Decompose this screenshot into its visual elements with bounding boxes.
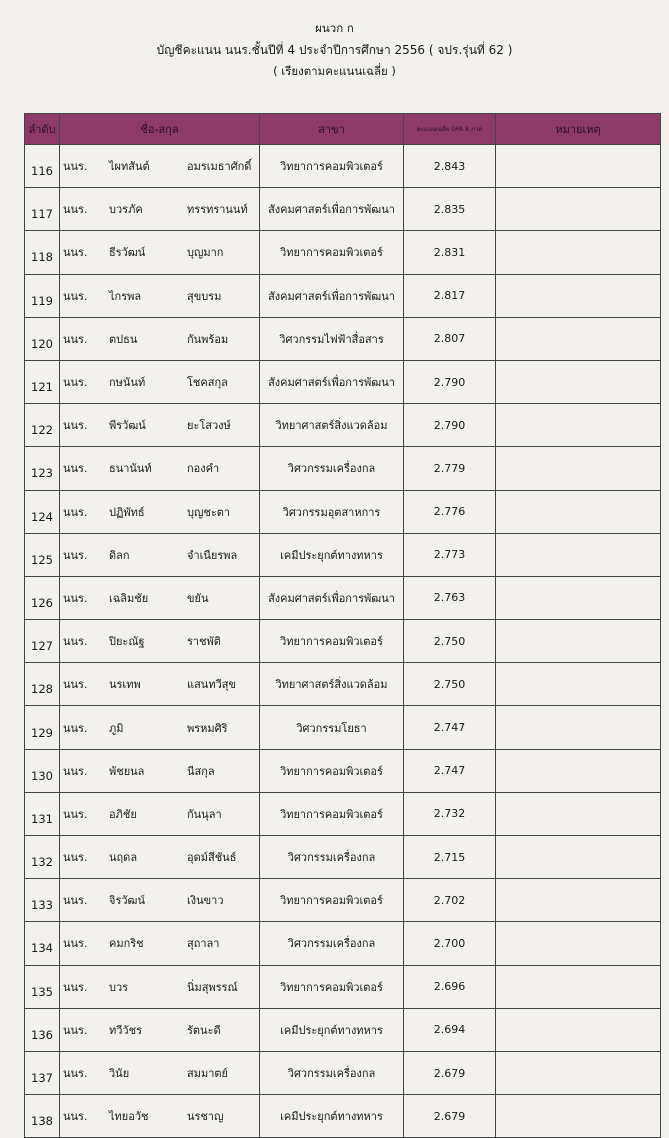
last-name: ยะโสวงษ์: [187, 419, 231, 433]
first-name: ดิลก: [109, 548, 130, 562]
branch-cell: วิทยาการคอมพิวเตอร์: [260, 792, 404, 835]
table-row: [25, 317, 661, 360]
table-row: [25, 620, 661, 663]
remark-cell: [496, 188, 661, 231]
branch-cell: วิทยาศาสตร์สิ่งแวดล้อม: [260, 663, 404, 706]
table-row: [25, 231, 661, 274]
gpa-cell: 2.807: [404, 317, 496, 360]
rank-cell: 132: [25, 836, 60, 879]
remark-cell: [496, 360, 661, 403]
rank-prefix: นนร.: [63, 1067, 88, 1081]
col-header-name: ชื่อ-สกุล: [60, 114, 260, 145]
table-row: [25, 576, 661, 619]
last-name: แสนทวีสุข: [187, 678, 236, 692]
table-row: [25, 188, 661, 231]
branch-cell: วิทยาการคอมพิวเตอร์: [260, 879, 404, 922]
rank-cell: 116: [25, 145, 60, 188]
gpa-cell: 2.715: [404, 836, 496, 879]
rank-cell: 130: [25, 749, 60, 792]
rank-prefix: นนร.: [63, 160, 88, 174]
first-name: พัชยนล: [109, 764, 145, 778]
table-row: [25, 274, 661, 317]
gpa-cell: 2.750: [404, 663, 496, 706]
branch-cell: สังคมศาสตร์เพื่อการพัฒนา: [260, 360, 404, 403]
rank-prefix: นนร.: [63, 1023, 88, 1037]
rank-prefix: นนร.: [63, 721, 88, 735]
rank-cell: 123: [25, 447, 60, 490]
branch-cell: เคมีประยุกต์ทางทหาร: [260, 1008, 404, 1051]
first-name: บวร: [109, 980, 129, 994]
rank-prefix: นนร.: [63, 635, 88, 649]
rank-prefix: นนร.: [63, 203, 88, 217]
rank-prefix: นนร.: [63, 332, 88, 346]
table-row: [25, 1008, 661, 1051]
remark-cell: [496, 620, 661, 663]
table-row: [25, 706, 661, 749]
gpa-cell: 2.835: [404, 188, 496, 231]
rank-cell: 134: [25, 922, 60, 965]
name-cell: [60, 706, 260, 749]
gpa-cell: 2.694: [404, 1008, 496, 1051]
rank-cell: 133: [25, 879, 60, 922]
table-row: [25, 447, 661, 490]
last-name: จำเนียรพล: [187, 548, 238, 562]
rank-cell: 118: [25, 231, 60, 274]
rank-cell: 117: [25, 188, 60, 231]
last-name: นีสกุล: [187, 764, 215, 778]
rank-cell: 126: [25, 576, 60, 619]
last-name: สุขบรม: [187, 289, 222, 303]
branch-cell: วิศวกรรมเครื่องกล: [260, 836, 404, 879]
gpa-cell: 2.779: [404, 447, 496, 490]
branch-cell: วิทยาการคอมพิวเตอร์: [260, 231, 404, 274]
name-cell: [60, 922, 260, 965]
table-body: [25, 145, 661, 1138]
name-cell: [60, 879, 260, 922]
remark-cell: [496, 663, 661, 706]
table-row: [25, 836, 661, 879]
col-header-branch: สาขา: [260, 114, 404, 145]
branch-cell: วิทยาการคอมพิวเตอร์: [260, 749, 404, 792]
col-header-rank: ลำดับ: [25, 114, 60, 145]
col-header-remark: หมายเหตุ: [496, 114, 661, 145]
branch-cell: เคมีประยุกต์ทางทหาร: [260, 533, 404, 576]
last-name: เงินขาว: [187, 894, 224, 908]
name-cell: [60, 620, 260, 663]
rank-prefix: นนร.: [63, 1110, 88, 1124]
last-name: อมรเมธาศักดิ์: [187, 160, 252, 174]
rank-cell: 129: [25, 706, 60, 749]
last-name: นิ่มสุพรรณ์: [187, 980, 238, 994]
last-name: ทรรทรานนท์: [187, 203, 248, 217]
remark-cell: [496, 231, 661, 274]
last-name: บุญชะตา: [187, 505, 231, 519]
score-table: [24, 113, 661, 1138]
table-row: [25, 533, 661, 576]
branch-cell: วิศวกรรมเครื่องกล: [260, 447, 404, 490]
first-name: ปิยะณัฐ: [109, 635, 145, 649]
rank-prefix: นนร.: [63, 980, 88, 994]
name-cell: [60, 274, 260, 317]
name-cell: [60, 749, 260, 792]
name-cell: [60, 317, 260, 360]
remark-cell: [496, 749, 661, 792]
gpa-cell: 2.790: [404, 360, 496, 403]
table-row: [25, 360, 661, 403]
first-name: ธีรวัฒน์: [109, 246, 146, 260]
gpa-cell: 2.702: [404, 879, 496, 922]
gpa-cell: 2.763: [404, 576, 496, 619]
col-header-gpa: คะแนนเฉลี่ย GPA 8 ภาค: [404, 114, 496, 145]
gpa-cell: 2.843: [404, 145, 496, 188]
last-name: รัตนะดี: [187, 1023, 221, 1037]
name-cell: [60, 533, 260, 576]
first-name: คมกริช: [109, 937, 144, 951]
first-name: นฤดล: [109, 851, 138, 865]
rank-cell: 120: [25, 317, 60, 360]
document-title: บัญชีคะแนน นนร.ชั้นปีที่ 4 ประจำปีการศึกษา 2556 ( จปร.รุ่นที่ 62 ): [156, 43, 513, 57]
rank-cell: 136: [25, 1008, 60, 1051]
remark-cell: [496, 879, 661, 922]
name-cell: [60, 1095, 260, 1138]
table-row: [25, 749, 661, 792]
branch-cell: สังคมศาสตร์เพื่อการพัฒนา: [260, 576, 404, 619]
first-name: ปฏิพัทธ์: [109, 505, 145, 519]
rank-cell: 119: [25, 274, 60, 317]
last-name: บุญมาก: [187, 246, 224, 260]
remark-cell: [496, 1095, 661, 1138]
rank-prefix: นนร.: [63, 937, 88, 951]
gpa-cell: 2.817: [404, 274, 496, 317]
first-name: กษนันท์: [109, 376, 146, 390]
branch-cell: เคมีประยุกต์ทางทหาร: [260, 1095, 404, 1138]
table-row: [25, 490, 661, 533]
table-header: [25, 114, 661, 145]
table-row: [25, 145, 661, 188]
first-name: ไทยอวัช: [109, 1110, 149, 1124]
rank-cell: 128: [25, 663, 60, 706]
table-row: [25, 1051, 661, 1094]
branch-cell: วิศวกรรมโยธา: [260, 706, 404, 749]
rank-cell: 127: [25, 620, 60, 663]
gpa-cell: 2.776: [404, 490, 496, 533]
last-name: โชคสกุล: [187, 376, 228, 390]
name-cell: [60, 836, 260, 879]
remark-cell: [496, 404, 661, 447]
name-cell: [60, 145, 260, 188]
rank-cell: 131: [25, 792, 60, 835]
first-name: ธนานันท์: [109, 462, 152, 476]
name-cell: [60, 447, 260, 490]
branch-cell: วิศวกรรมอุตสาหการ: [260, 490, 404, 533]
table-row: [25, 404, 661, 447]
remark-cell: [496, 922, 661, 965]
first-name: อภิชัย: [109, 807, 137, 821]
name-cell: [60, 1008, 260, 1051]
table-row: [25, 879, 661, 922]
rank-prefix: นนร.: [63, 851, 88, 865]
gpa-cell: 2.831: [404, 231, 496, 274]
annex-label: ผนวก ก: [315, 21, 354, 35]
branch-cell: วิศวกรรมเครื่องกล: [260, 1051, 404, 1094]
remark-cell: [496, 145, 661, 188]
name-cell: [60, 792, 260, 835]
gpa-cell: 2.773: [404, 533, 496, 576]
last-name: ขยัน: [187, 591, 209, 605]
name-cell: [60, 231, 260, 274]
first-name: ไกรพล: [109, 289, 142, 303]
name-cell: [60, 663, 260, 706]
rank-prefix: นนร.: [63, 376, 88, 390]
first-name: พีรวัฒน์: [109, 419, 146, 433]
name-cell: [60, 1051, 260, 1094]
rank-prefix: นนร.: [63, 548, 88, 562]
rank-prefix: นนร.: [63, 289, 88, 303]
sort-note: ( เรียงตามคะแนนเฉลี่ย ): [273, 64, 396, 78]
remark-cell: [496, 447, 661, 490]
name-cell: [60, 490, 260, 533]
rank-prefix: นนร.: [63, 807, 88, 821]
rank-prefix: นนร.: [63, 591, 88, 605]
remark-cell: [496, 274, 661, 317]
first-name: จิรวัฒน์: [109, 894, 145, 908]
rank-prefix: นนร.: [63, 246, 88, 260]
table-row: [25, 663, 661, 706]
rank-prefix: นนร.: [63, 894, 88, 908]
remark-cell: [496, 317, 661, 360]
rank-cell: 137: [25, 1051, 60, 1094]
first-name: ทวีวัชร: [109, 1023, 142, 1037]
remark-cell: [496, 1051, 661, 1094]
rank-prefix: นนร.: [63, 764, 88, 778]
rank-cell: 121: [25, 360, 60, 403]
rank-prefix: นนร.: [63, 678, 88, 692]
remark-cell: [496, 1008, 661, 1051]
rank-cell: 124: [25, 490, 60, 533]
gpa-cell: 2.700: [404, 922, 496, 965]
remark-cell: [496, 490, 661, 533]
branch-cell: วิทยาศาสตร์สิ่งแวดล้อม: [260, 404, 404, 447]
last-name: อุดม์สีชันธ์: [187, 851, 237, 865]
rank-cell: 122: [25, 404, 60, 447]
rank-prefix: นนร.: [63, 419, 88, 433]
rank-cell: 125: [25, 533, 60, 576]
last-name: กองคำ: [187, 462, 220, 476]
branch-cell: วิทยาการคอมพิวเตอร์: [260, 620, 404, 663]
gpa-cell: 2.732: [404, 792, 496, 835]
first-name: ตปธน: [109, 332, 138, 346]
gpa-cell: 2.790: [404, 404, 496, 447]
last-name: นรชาญ: [187, 1110, 224, 1124]
rank-prefix: นนร.: [63, 505, 88, 519]
last-name: สุถาลา: [187, 937, 220, 951]
rank-cell: 138: [25, 1095, 60, 1138]
first-name: ภูมิ: [109, 721, 124, 735]
last-name: พรหมศิริ: [187, 721, 228, 735]
branch-cell: วิทยาการคอมพิวเตอร์: [260, 145, 404, 188]
rank-cell: 135: [25, 965, 60, 1008]
gpa-cell: 2.750: [404, 620, 496, 663]
name-cell: [60, 188, 260, 231]
first-name: นรเทพ: [109, 678, 141, 692]
table-row: [25, 965, 661, 1008]
name-cell: [60, 576, 260, 619]
branch-cell: สังคมศาสตร์เพื่อการพัฒนา: [260, 188, 404, 231]
gpa-cell: 2.696: [404, 965, 496, 1008]
table-row: [25, 1095, 661, 1138]
gpa-cell: 2.747: [404, 706, 496, 749]
remark-cell: [496, 533, 661, 576]
first-name: เฉลิมชัย: [109, 591, 149, 605]
first-name: ไผทสันต์: [109, 160, 150, 174]
gpa-cell: 2.679: [404, 1095, 496, 1138]
gpa-cell: 2.679: [404, 1051, 496, 1094]
remark-cell: [496, 576, 661, 619]
remark-cell: [496, 706, 661, 749]
first-name: วินัย: [109, 1067, 130, 1081]
last-name: กันนุลา: [187, 807, 222, 821]
branch-cell: สังคมศาสตร์เพื่อการพัฒนา: [260, 274, 404, 317]
rank-prefix: นนร.: [63, 462, 88, 476]
first-name: บวรภัค: [109, 203, 143, 217]
table-row: [25, 922, 661, 965]
remark-cell: [496, 792, 661, 835]
last-name: ราชพัติ: [187, 635, 221, 649]
table-row: [25, 792, 661, 835]
name-cell: [60, 404, 260, 447]
gpa-cell: 2.747: [404, 749, 496, 792]
remark-cell: [496, 836, 661, 879]
remark-cell: [496, 965, 661, 1008]
name-cell: [60, 360, 260, 403]
branch-cell: วิศวกรรมเครื่องกล: [260, 922, 404, 965]
branch-cell: วิศวกรรมไฟฟ้าสื่อสาร: [260, 317, 404, 360]
branch-cell: วิทยาการคอมพิวเตอร์: [260, 965, 404, 1008]
last-name: กันพร้อม: [187, 332, 229, 346]
last-name: สมมาตย์: [187, 1067, 228, 1081]
name-cell: [60, 965, 260, 1008]
